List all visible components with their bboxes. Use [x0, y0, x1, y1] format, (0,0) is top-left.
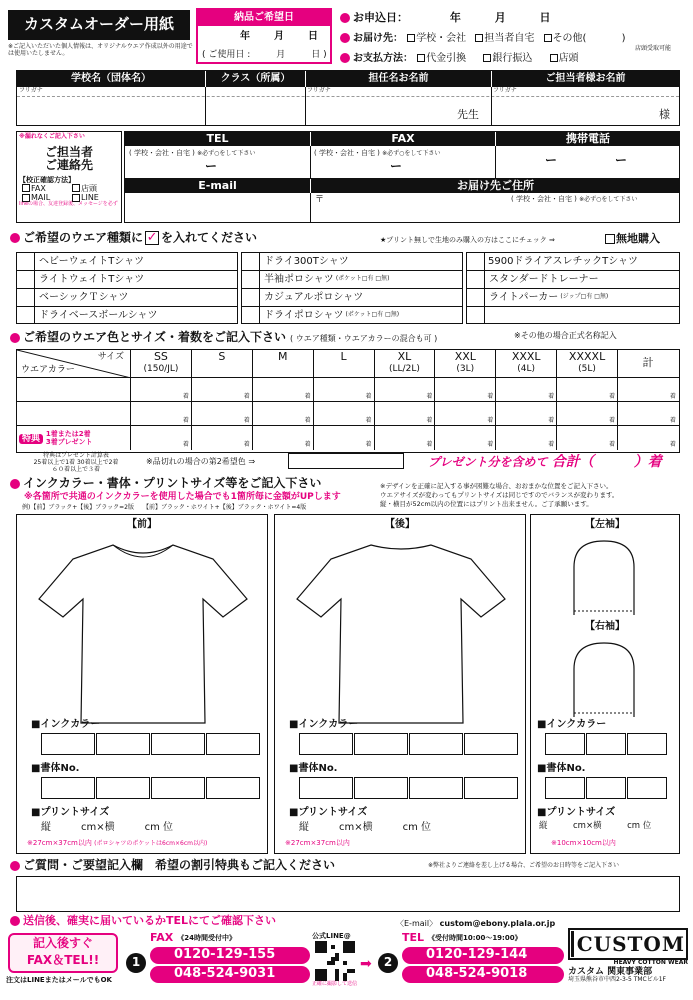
checkbox-icon[interactable]	[22, 184, 30, 192]
ink-warning: ※各箇所で共通のインクカラーを使用した場合でも1箇所毎に金額がUPします	[24, 492, 341, 502]
chaku-suffix: 着	[426, 393, 433, 401]
bullet-icon	[10, 916, 20, 926]
wear-item[interactable]: カジュアルポロシャツ	[242, 289, 462, 307]
company-name: カスタム 関東事業部	[568, 966, 653, 977]
apply-month: 月	[494, 11, 506, 24]
apply-date-label: お申込日：	[353, 11, 408, 24]
furigana: フリガナ	[19, 87, 43, 94]
apply-date-row[interactable]	[340, 12, 690, 25]
brand-name: CUSTOM	[576, 931, 685, 956]
back-label: 【後】	[385, 519, 415, 530]
qty-cell[interactable]	[131, 402, 192, 426]
size-heading: ご希望のウエア色とサイズ・着数をご記入下さい ( ウエア種類・ウエアカラーの混合も可 )	[10, 331, 437, 345]
line-title: 公式LINE@	[312, 932, 351, 940]
qty-cell[interactable]	[253, 426, 314, 450]
checkbox-icon[interactable]	[550, 54, 558, 62]
teacher-label: 担任名お名前	[305, 71, 491, 87]
tantou-box	[16, 131, 122, 223]
bullet-icon	[340, 53, 350, 63]
step-one-icon: 1	[126, 953, 146, 973]
bullet-icon	[10, 479, 20, 489]
tshirt-front-icon	[33, 539, 253, 725]
line-note: lineの場合、友達登録後、メッセージを必ず	[19, 201, 118, 208]
chaku-suffix: 着	[243, 417, 250, 425]
fax-hours: 《24時間受付中》	[177, 934, 236, 943]
contact-name-label: ご担当者様お名前	[491, 71, 679, 87]
max-sleeve: ※10cm×10cm以内	[551, 839, 616, 847]
size-row[interactable]	[17, 402, 679, 426]
fax-block	[150, 932, 310, 988]
chaku-suffix: 着	[487, 441, 494, 449]
qty-cell[interactable]	[314, 402, 375, 426]
chaku-suffix: 着	[669, 393, 676, 401]
chaku-suffix: 着	[548, 441, 555, 449]
chaku-suffix: 着	[548, 417, 555, 425]
month-label: 月	[274, 31, 284, 43]
payment-cod: 代金引換	[426, 53, 467, 64]
chaku-suffix: 着	[426, 417, 433, 425]
apply-day: 日	[539, 11, 551, 24]
mobile-dash2: ー	[615, 153, 628, 167]
line-order-note: 注文はLINEまたはメールでもOK	[6, 976, 112, 984]
qty-cell[interactable]	[192, 426, 253, 450]
wear-item[interactable]: ヘビーウェイトTシャツ	[17, 253, 237, 271]
use-date-label: ( ご使用日 :	[202, 49, 251, 60]
font-boxes[interactable]	[299, 777, 519, 799]
fax-label: FAX	[310, 132, 495, 146]
checkbox-icon[interactable]	[475, 34, 483, 42]
tel-title: TEL	[402, 931, 425, 944]
tokuten-text: 1着または2着 3着プレゼント	[45, 430, 93, 446]
chaku-suffix: 着	[548, 393, 555, 401]
bullet-icon	[340, 13, 350, 23]
qty-cell[interactable]	[557, 378, 618, 402]
max-back: ※27cm×37cm以内	[285, 839, 350, 847]
size-col-xxxl: XXXL (4L)	[496, 350, 557, 377]
chaku-suffix: 着	[608, 393, 615, 401]
print-size-line[interactable]: 縦 cm×横 cm 位	[539, 821, 652, 831]
sleeve-panel[interactable]	[530, 514, 680, 854]
use-day: 日 )	[311, 49, 327, 60]
qty-cell[interactable]	[618, 426, 678, 450]
company-address: 埼玉県熊谷市中西2-3-5 TMCビル1F	[568, 976, 666, 984]
sleeve-right-icon	[569, 639, 639, 719]
wear-item[interactable]: ライトパーカー (ジップ□有 □無)	[467, 289, 679, 307]
wear-item[interactable]: ベーシックＴシャツ	[17, 289, 237, 307]
qty-cell[interactable]	[192, 402, 253, 426]
fax-number-2[interactable]: 048-524-9031	[150, 966, 310, 983]
email-label: E-mail	[125, 179, 310, 193]
qty-cell[interactable]	[435, 402, 496, 426]
note-red: ※漏れなくご記入下さい	[19, 133, 85, 140]
contact-block	[16, 131, 680, 223]
ink-example: 例)【前】ブラック+【後】ブラック=2版 【前】ブラック・ホワイト+【後】ブラック・ホワイト=4版	[22, 504, 307, 511]
fax-dash: ー	[390, 159, 403, 173]
sama-suffix: 様	[659, 108, 670, 121]
qty-cell[interactable]	[314, 378, 375, 402]
chaku-suffix: 着	[182, 441, 189, 449]
chaku-suffix: 着	[182, 393, 189, 401]
inquiry-input[interactable]	[16, 876, 680, 912]
step-two-icon: 2	[378, 953, 398, 973]
print-size-line[interactable]: 縦 cm×横 cm 位	[299, 822, 432, 833]
wear-item[interactable]: スタンダードトレーナー	[467, 271, 679, 289]
delivery-to-label: お届け先：	[353, 33, 403, 44]
chaku-suffix: 着	[426, 441, 433, 449]
wear-col-2	[241, 252, 463, 324]
qty-cell[interactable]	[131, 378, 192, 402]
wear-item[interactable]: ドライベースボールシャツ	[17, 307, 237, 324]
print-size-line[interactable]: 縦 cm×横 cm 位	[41, 822, 174, 833]
arrow-right-icon: ➡	[360, 956, 372, 972]
payment-label: お支払方法：	[353, 53, 413, 64]
ink-color-boxes[interactable]	[545, 733, 668, 755]
size-col-xxxxl: XXXXL (5L)	[557, 350, 618, 377]
qr-code-icon[interactable]	[315, 941, 355, 981]
chaku-suffix: 着	[365, 417, 372, 425]
inquiry-heading: ご質問・ご要望記入欄 希望の割引特典もご記入ください	[10, 859, 335, 873]
chaku-suffix: 着	[304, 417, 311, 425]
fax-title: FAX	[150, 931, 174, 944]
bullet-icon	[10, 861, 20, 871]
wear-col-1	[16, 252, 238, 324]
size-col-xxl: XXL (3L)	[435, 350, 496, 377]
addr-sub: ( 学校・会社・自宅 ) ※必ず○をして下さい	[511, 195, 638, 203]
brand-logo	[568, 928, 688, 960]
second-choice-input[interactable]	[288, 453, 404, 469]
wear-item[interactable]: ドライ300Tシャツ	[242, 253, 462, 271]
delivery-option-other: その他(	[552, 33, 587, 44]
chaku-suffix: 着	[669, 417, 676, 425]
confirm-mail: MAIL	[31, 193, 51, 203]
present-total: プレゼント分を含めて 合計（ ）着	[428, 454, 662, 470]
tel-sub: ( 学校・会社・自宅 ) ※必ず○をして下さい	[129, 149, 256, 157]
year-label: 年	[240, 31, 250, 43]
checkbox-icon[interactable]	[544, 34, 552, 42]
qty-cell[interactable]	[192, 378, 253, 402]
pocket-note: (ポケット□有 □無)	[345, 311, 400, 319]
chaku-suffix: 着	[365, 441, 372, 449]
wear-item[interactable]: ライトウェイトTシャツ	[17, 271, 237, 289]
page-title: カスタムオーダー用紙	[8, 10, 190, 40]
no-print-note: ★プリント無しで生地のみ購入の方はここにチェック ⇒	[380, 236, 555, 244]
confirm-store: 店頭	[81, 183, 97, 193]
apply-year: 年	[449, 11, 461, 24]
address-label: お届け先ご住所	[310, 179, 680, 193]
font-label: ■書体No.	[31, 763, 80, 774]
tel-hours: 《受付時間10:00～19:00》	[428, 934, 522, 943]
sleeve-left-icon	[569, 537, 639, 617]
chaku-suffix: 着	[243, 393, 250, 401]
delivery-option-home: 担当者自宅	[484, 33, 535, 44]
checkbox-icon[interactable]	[483, 54, 491, 62]
tel-dash: ー	[205, 159, 218, 173]
color-label: ウエアカラー	[21, 364, 75, 375]
qty-cell[interactable]	[253, 402, 314, 426]
size-col-m: M	[253, 350, 314, 377]
print-size-label: ■プリントサイズ	[289, 807, 368, 818]
chaku-suffix: 着	[608, 417, 615, 425]
back-panel[interactable]	[274, 514, 526, 854]
ink-color-label: ■インクカラー	[31, 719, 101, 730]
confirm-method: 【校正確認方法】	[19, 175, 75, 184]
size-col-total: 計	[642, 356, 654, 369]
qty-cell[interactable]	[253, 378, 314, 402]
design-note: ※デザインを正確に記入する事が困難な場合、おおまかな位置をご記入下さい。 ウエアサイズが変わってもプリントサイズは同じですのでバランスが変わります。 縦・横目が52cm以内の位置にはプリント出来ません。ご了承願います。	[380, 482, 619, 508]
left-sleeve-label: 【左袖】	[585, 519, 625, 530]
ink-color-label: ■インクカラー	[289, 719, 359, 730]
tel-number-1[interactable]: 0120-129-144	[402, 947, 564, 964]
privacy-note: ※ご記入いただいた個人情報は、オリジナルウエア作成以外の用途では使用いたしません。	[8, 43, 193, 57]
qty-cell[interactable]	[375, 402, 436, 426]
font-label: ■書体No.	[537, 763, 586, 774]
delivery-to-row[interactable]: お届け先： 学校・会社 担当者自宅 その他( )	[340, 33, 692, 45]
mobile-dash1: ー	[545, 153, 558, 167]
front-label: 【前】	[127, 519, 157, 530]
school-label: 学校名（団体名）	[17, 71, 205, 87]
chaku-suffix: 着	[304, 393, 311, 401]
footer-email[interactable]: 〈E-mail〉 custom@ebony.plala.or.jp	[396, 919, 556, 928]
delivery-option-school: 学校・会社	[416, 33, 467, 44]
confirm-fax: FAX	[31, 183, 46, 193]
fax-sub: ( 学校・会社・自宅 ) ※必ず○をして下さい	[314, 149, 441, 157]
qty-cell[interactable]	[557, 426, 618, 450]
checkbox-icon[interactable]	[417, 54, 425, 62]
payment-store: 店頭	[558, 53, 579, 64]
qty-cell[interactable]	[314, 426, 375, 450]
tantou-title: ご担当者 ご連絡先	[44, 144, 93, 172]
wear-item[interactable]: 5900ドライアスレチックTシャツ	[467, 253, 679, 271]
chaku-suffix: 着	[182, 417, 189, 425]
wear-type-heading: ご希望のウエア種類に ✓ を入れてください	[10, 231, 257, 245]
size-table	[16, 349, 680, 453]
other-note: ※その他の場合正式名称記入	[514, 331, 617, 340]
fax-number-1[interactable]: 0120-129-155	[150, 947, 310, 964]
qty-cell[interactable]	[496, 378, 557, 402]
tshirt-back-icon	[291, 539, 511, 725]
color-input[interactable]	[17, 378, 131, 402]
wear-item[interactable]: 半袖ポロシャツ (ポケット□有 □無)	[242, 271, 462, 289]
checkbox-icon[interactable]	[605, 234, 615, 244]
brand-block	[568, 928, 688, 994]
no-print-option[interactable]: 無地購入	[604, 233, 660, 246]
tokuten-cond: 特典はプレゼント計算表 25着以上で1着 30着以上で2着 ６０着以上で３着	[33, 452, 119, 473]
bullet-icon	[10, 333, 20, 343]
tel-block	[402, 932, 564, 988]
inquiry-note: ※弊社よりご連絡を差し上げる場合、ご希望のお日時等をご記入下さい	[428, 862, 620, 869]
mobile-label: 携帯電話	[495, 132, 680, 146]
line-block	[312, 932, 358, 988]
qty-cell[interactable]	[375, 378, 436, 402]
class-input[interactable]	[206, 88, 305, 125]
chaku-suffix: 着	[487, 393, 494, 401]
ink-color-label: ■インクカラー	[537, 719, 607, 730]
qty-cell[interactable]	[496, 402, 557, 426]
wear-col-3	[466, 252, 680, 324]
tokuten-box	[19, 430, 129, 446]
class-label: クラス（所属）	[205, 71, 305, 87]
bullet-icon	[10, 233, 20, 243]
qty-cell[interactable]	[618, 402, 678, 426]
qty-cell[interactable]	[618, 378, 678, 402]
chaku-suffix: 着	[487, 417, 494, 425]
font-boxes[interactable]	[41, 777, 261, 799]
chaku-suffix: 着	[608, 441, 615, 449]
bullet-icon	[340, 33, 350, 43]
email-input[interactable]	[126, 194, 309, 222]
checkmark-icon: ✓	[146, 230, 158, 245]
ink-color-boxes[interactable]	[41, 733, 261, 755]
second-choice-note: ※品切れの場合の第2希望色 ⇒	[146, 457, 256, 466]
print-size-label: ■プリントサイズ	[31, 807, 110, 818]
qty-cell[interactable]	[375, 426, 436, 450]
delivery-date-label: 納品ご希望日	[198, 10, 330, 26]
print-size-label: ■プリントサイズ	[537, 807, 616, 818]
school-input[interactable]	[17, 97, 205, 125]
info-table	[16, 70, 680, 126]
footer-confirm: 送信後、確実に届いているかTELにてご確認下さい	[10, 915, 276, 928]
font-label: ■書体No.	[289, 763, 338, 774]
pocket-note: (ポケット□有 □無)	[335, 275, 390, 283]
furigana: フリガナ	[307, 87, 331, 94]
font-boxes[interactable]	[545, 777, 668, 799]
chaku-suffix: 着	[304, 441, 311, 449]
color-input[interactable]	[17, 402, 131, 426]
qty-cell[interactable]	[557, 402, 618, 426]
wear-item[interactable]: ドライポロシャツ (ポケット□有 □無)	[242, 307, 462, 324]
size-col-ss: SS (150/JL)	[131, 350, 192, 377]
tokuten-badge: 特典	[19, 434, 43, 444]
chaku-suffix: 着	[365, 393, 372, 401]
max-front: ※27cm×37cm以内 (ポロシャツのポケットは6cm×6cm以内)	[27, 839, 208, 847]
front-panel[interactable]	[16, 514, 268, 854]
size-col-s: S	[192, 350, 253, 377]
payment-bank: 銀行振込	[492, 53, 533, 64]
size-col-xl: XL (LL/2L)	[375, 350, 436, 377]
ink-color-boxes[interactable]	[299, 733, 519, 755]
qty-cell[interactable]	[131, 426, 192, 450]
tel-number-2[interactable]: 048-524-9018	[402, 966, 564, 983]
brand-sub: HEAVY COTTON WEAR	[613, 959, 688, 966]
store-note: 店頭受取可能	[635, 45, 672, 52]
checkbox-icon[interactable]	[407, 34, 415, 42]
chaku-suffix: 着	[669, 441, 676, 449]
day-label: 日	[308, 31, 318, 43]
wear-item-other[interactable]	[467, 307, 679, 324]
size-label: サイズ	[97, 352, 124, 362]
qty-cell[interactable]	[496, 426, 557, 450]
delivery-date-box[interactable]	[196, 8, 332, 64]
qty-cell[interactable]	[435, 426, 496, 450]
postal-mark: 〒	[315, 195, 325, 205]
confirm-line: LINE	[81, 193, 99, 203]
furigana: フリガナ	[493, 87, 517, 94]
qty-cell[interactable]	[435, 378, 496, 402]
fill-soon-badge: 記入後すぐ FAX＆TEL!!	[8, 933, 118, 973]
zip-note: (ジップ□有 □無)	[560, 293, 609, 301]
line-sub: 正確に撮影して送信	[312, 981, 358, 988]
chaku-suffix: 着	[243, 441, 250, 449]
tel-label: TEL	[125, 132, 310, 146]
use-month: 月	[276, 49, 286, 60]
payment-row[interactable]	[340, 53, 692, 65]
sensei-suffix: 先生	[457, 108, 479, 121]
size-col-l: L	[314, 350, 375, 377]
size-row[interactable]	[17, 378, 679, 402]
shirt-logo-icon	[571, 931, 574, 957]
checkbox-icon[interactable]	[72, 184, 80, 192]
ink-heading: インクカラー・書体・プリントサイズ等をご記入下さい	[10, 477, 321, 491]
right-sleeve-label: 【右袖】	[585, 621, 625, 632]
